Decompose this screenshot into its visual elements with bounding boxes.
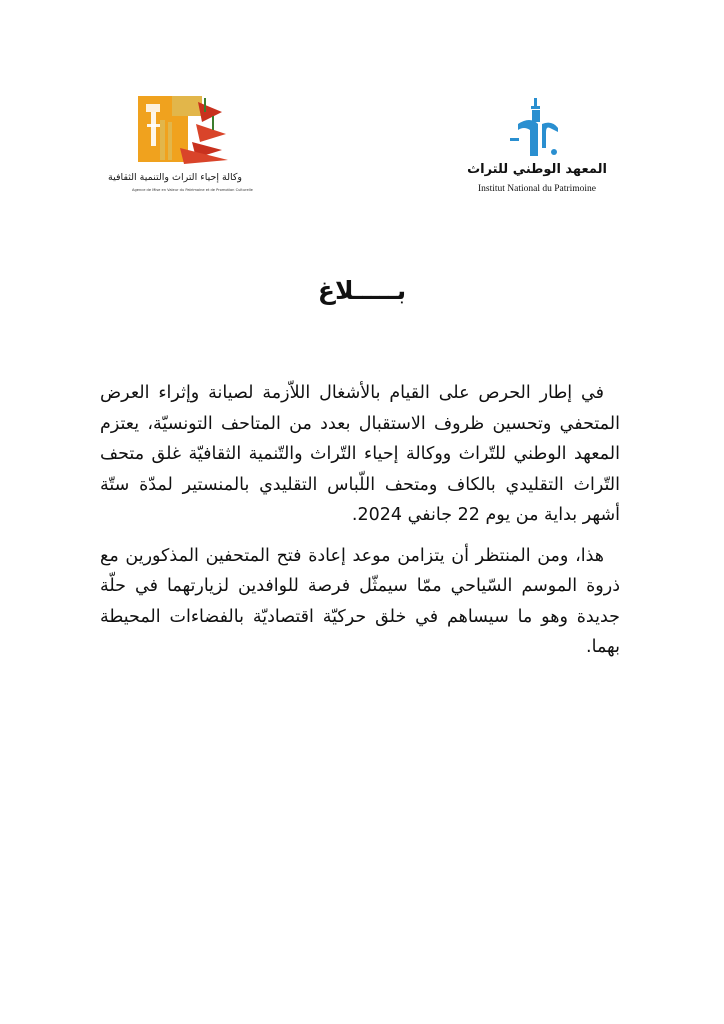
inp-emblem-icon	[508, 98, 564, 160]
body-paragraph-2: هذا، ومن المنتظر أن يتزامن موعد إعادة فتح المتحفين المذكورين مع ذروة الموسم السّياحي ممّا سيمثّل فرصة للوافدين لزيارتهما في حلّة جديدة وهو ما سيساهم في خلق حركيّة اقتصاديّة بالفضاءات المحيطة بهما.	[100, 545, 620, 657]
amvppc-french-name: Agence de Mise en Valeur du Patrimoine et de Promotion Culturelle	[132, 188, 253, 192]
communique-title: بـــــلاغ	[317, 276, 407, 305]
inp-french-name: Institut National du Patrimoine	[478, 184, 596, 194]
body-paragraph-1: في إطار الحرص على القيام بالأشغال اللاّزمة لصيانة وإثراء العرض المتحفي وتحسين ظروف الاستقبال بعدد من المتاحف التونسيّة، يعتزم المعهد الوطني للتّراث ووكالة إحياء التّراث والتّنمية الثقافيّة غلق متحف التّراث التقليدي بالكاف ومتحف اللّباس التقليدي بالمنستير لمدّة ستّة أشهر بداية من يوم 22 جانفي 2024.	[100, 383, 620, 525]
inp-logo	[462, 98, 612, 202]
inp-arabic-name: المعهد الوطني للتراث	[467, 162, 607, 177]
amvppc-logo	[108, 94, 253, 198]
amvppc-arabic-name: وكالة إحياء التراث والتنمية الثقافية	[108, 172, 242, 183]
communique-body	[100, 378, 620, 663]
amvppc-emblem-icon	[136, 94, 236, 170]
